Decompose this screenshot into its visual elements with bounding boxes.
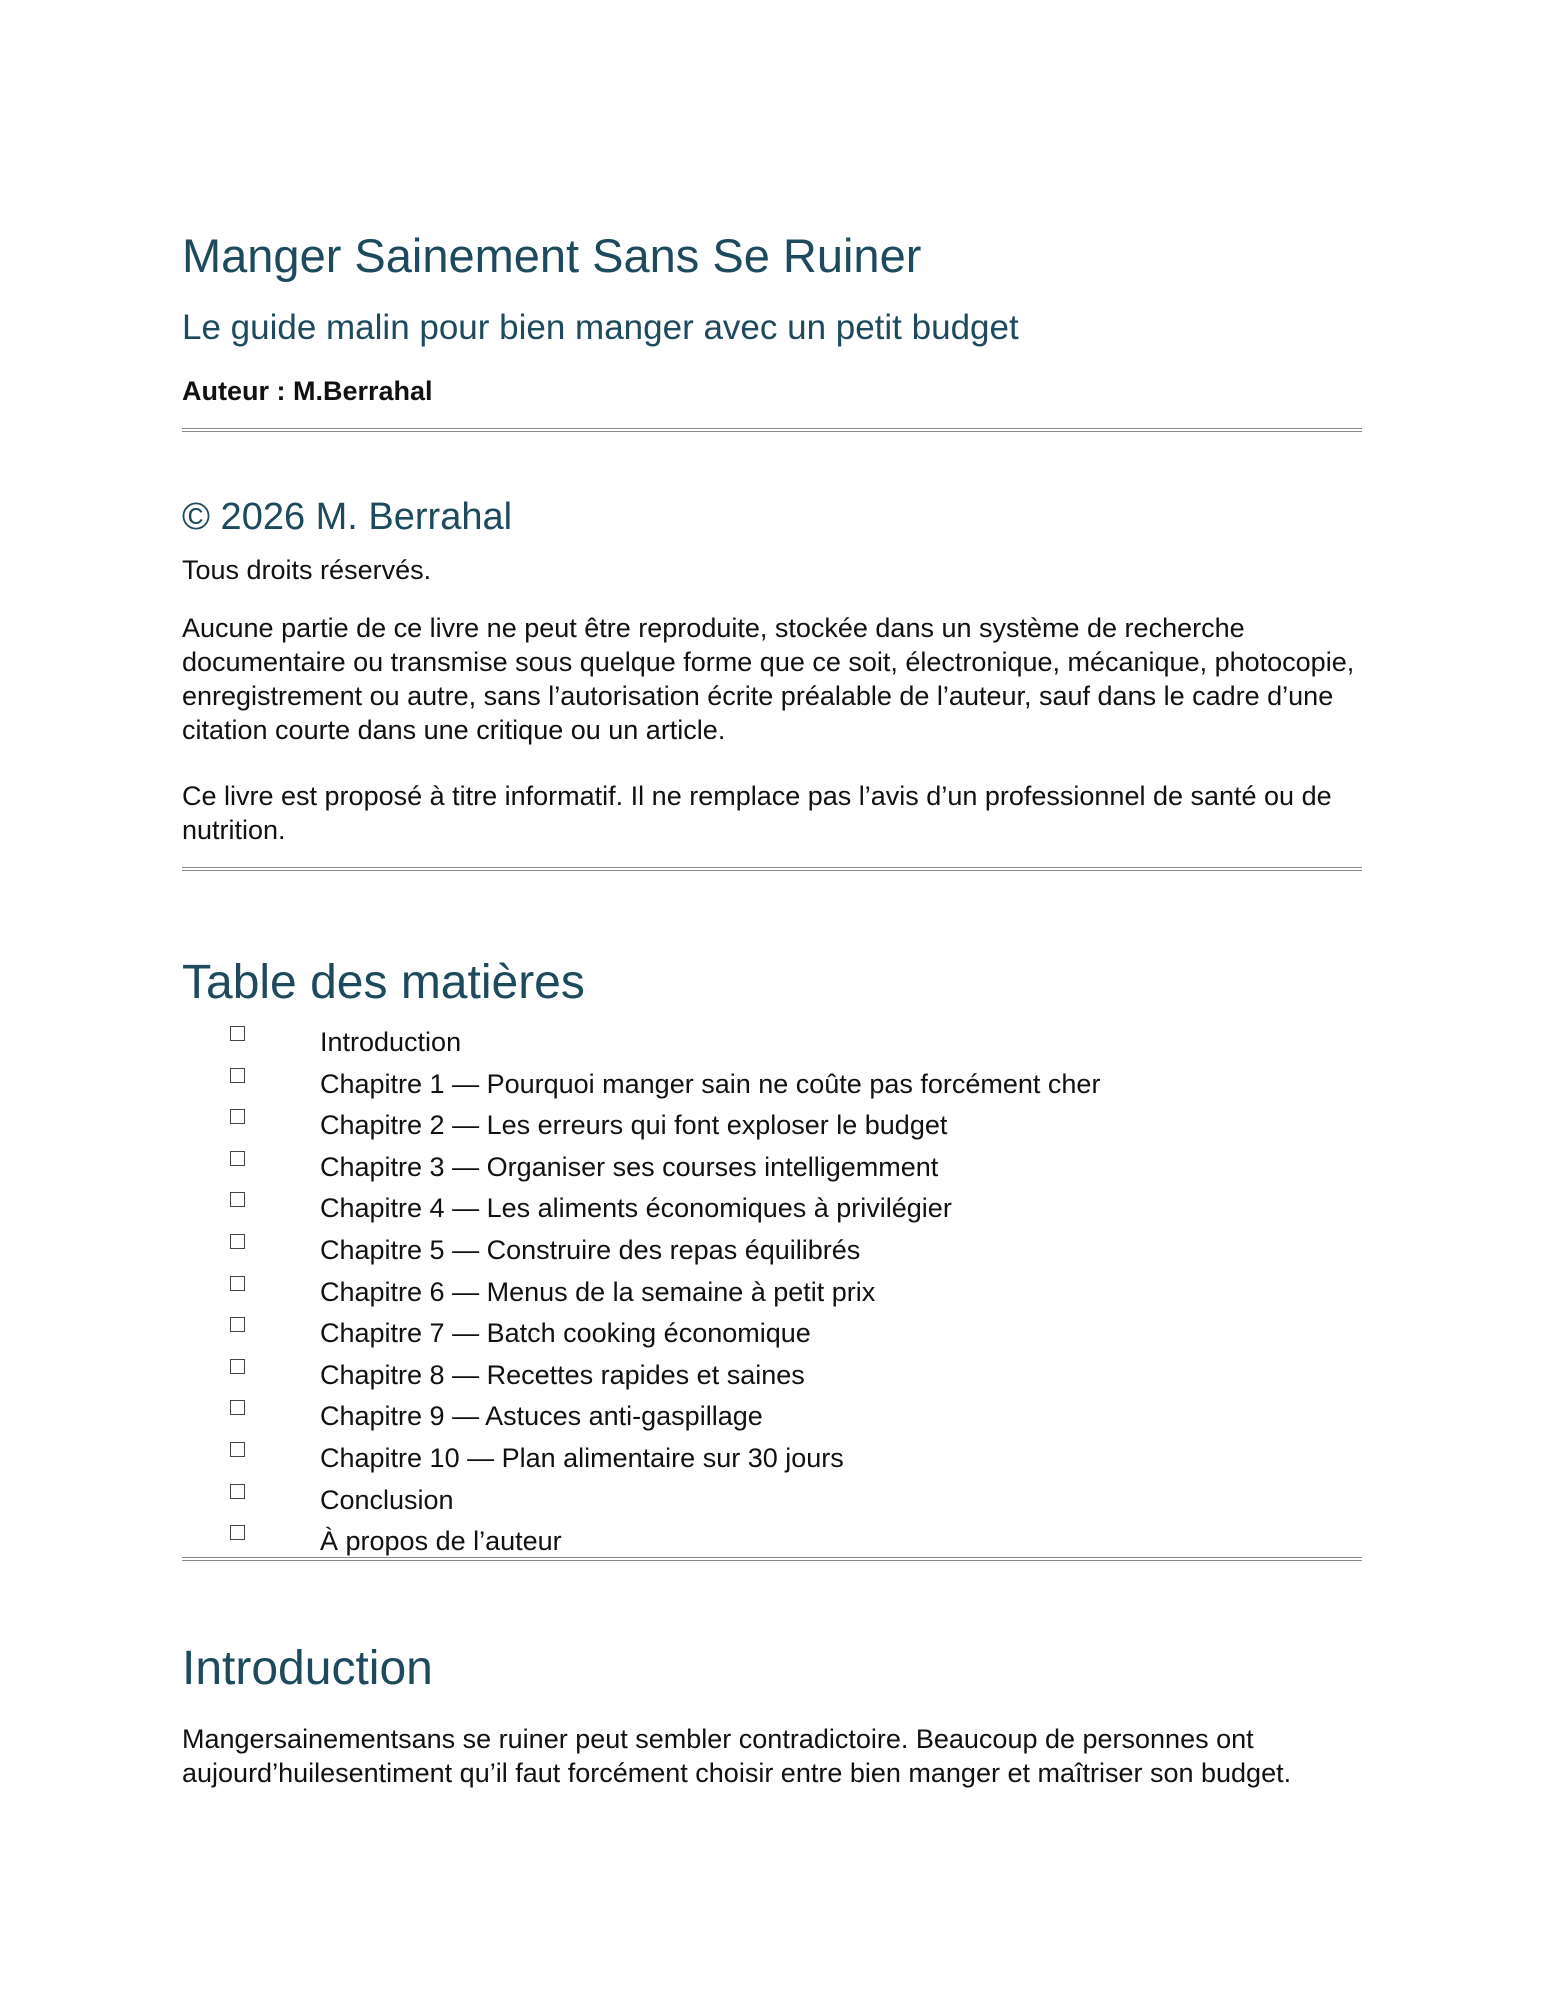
checkbox-icon: [230, 1109, 245, 1124]
toc-item-label: Chapitre 1 — Pourquoi manger sain ne coûte pas forcément cher: [320, 1068, 1101, 1099]
toc-item-label: Chapitre 10 — Plan alimentaire sur 30 jours: [320, 1442, 844, 1473]
toc-heading: Table des matières: [182, 956, 585, 1009]
document-title: Manger Sainement Sans Se Ruiner: [182, 229, 922, 282]
disclaimer-text: Ce livre est proposé à titre informatif. Il ne remplace pas l’avis d’un professionnel de santé ou de nutrition.: [182, 781, 1332, 845]
copyright-heading: © 2026 M. Berrahal: [182, 496, 513, 538]
checkbox-icon: [230, 1192, 245, 1207]
toc-item-label: Chapitre 6 — Menus de la semaine à petit prix: [320, 1276, 876, 1307]
toc-item-label: À propos de l’auteur: [320, 1526, 562, 1557]
checkbox-icon: [230, 1234, 245, 1249]
section-divider: [182, 1557, 1362, 1561]
introduction-text: Mangersainementsans se ruiner peut sembler contradictoire. Beaucoup de personnes ont aujourd’huilesentiment qu’il faut forcément choisir entre bien manger et maîtriser son budget.: [182, 1724, 1292, 1788]
copyright-notice: Aucune partie de ce livre ne peut être reproduite, stockée dans un système de recherche documentaire ou transmise sous quelque forme que ce soit, électronique, mécanique, photocopie, enregistrement ou autre, sans l’autorisation écrite préalable de l’auteur, sauf dans le cadre d’une citation courte dans une critique ou un article.: [182, 613, 1355, 745]
checkbox-icon: [230, 1359, 245, 1374]
toc-item-label: Chapitre 3 — Organiser ses courses intelligemment: [320, 1151, 939, 1182]
toc-item-label: Chapitre 8 — Recettes rapides et saines: [320, 1359, 805, 1390]
checkbox-icon: [230, 1317, 245, 1332]
toc-item-label: Chapitre 7 — Batch cooking économique: [320, 1318, 811, 1349]
checkbox-icon: [230, 1151, 245, 1166]
toc-item-label: Conclusion: [320, 1484, 454, 1515]
checkbox-icon: [230, 1525, 245, 1540]
checkbox-icon: [230, 1026, 245, 1041]
rights-text: Tous droits réservés.: [182, 555, 432, 585]
checkbox-icon: [230, 1068, 245, 1083]
toc-item-label: Introduction: [320, 1027, 462, 1057]
checkbox-icon: [230, 1276, 245, 1291]
section-divider: [182, 428, 1362, 432]
author-line: Auteur : M.Berrahal: [182, 376, 433, 406]
toc-item-label: Chapitre 4 — Les aliments économiques à privilégier: [320, 1193, 952, 1224]
checkbox-icon: [230, 1484, 245, 1499]
section-divider: [182, 867, 1362, 871]
document-subtitle: Le guide malin pour bien manger avec un petit budget: [182, 308, 1019, 347]
toc-item-label: Chapitre 9 — Astuces anti-gaspillage: [320, 1401, 763, 1432]
introduction-heading: Introduction: [182, 1642, 433, 1695]
toc-item-label: Chapitre 2 — Les erreurs qui font exploser le budget: [320, 1110, 948, 1141]
checkbox-icon: [230, 1442, 245, 1457]
checkbox-icon: [230, 1400, 245, 1415]
toc-item-label: Chapitre 5 — Construire des repas équilibrés: [320, 1234, 861, 1265]
